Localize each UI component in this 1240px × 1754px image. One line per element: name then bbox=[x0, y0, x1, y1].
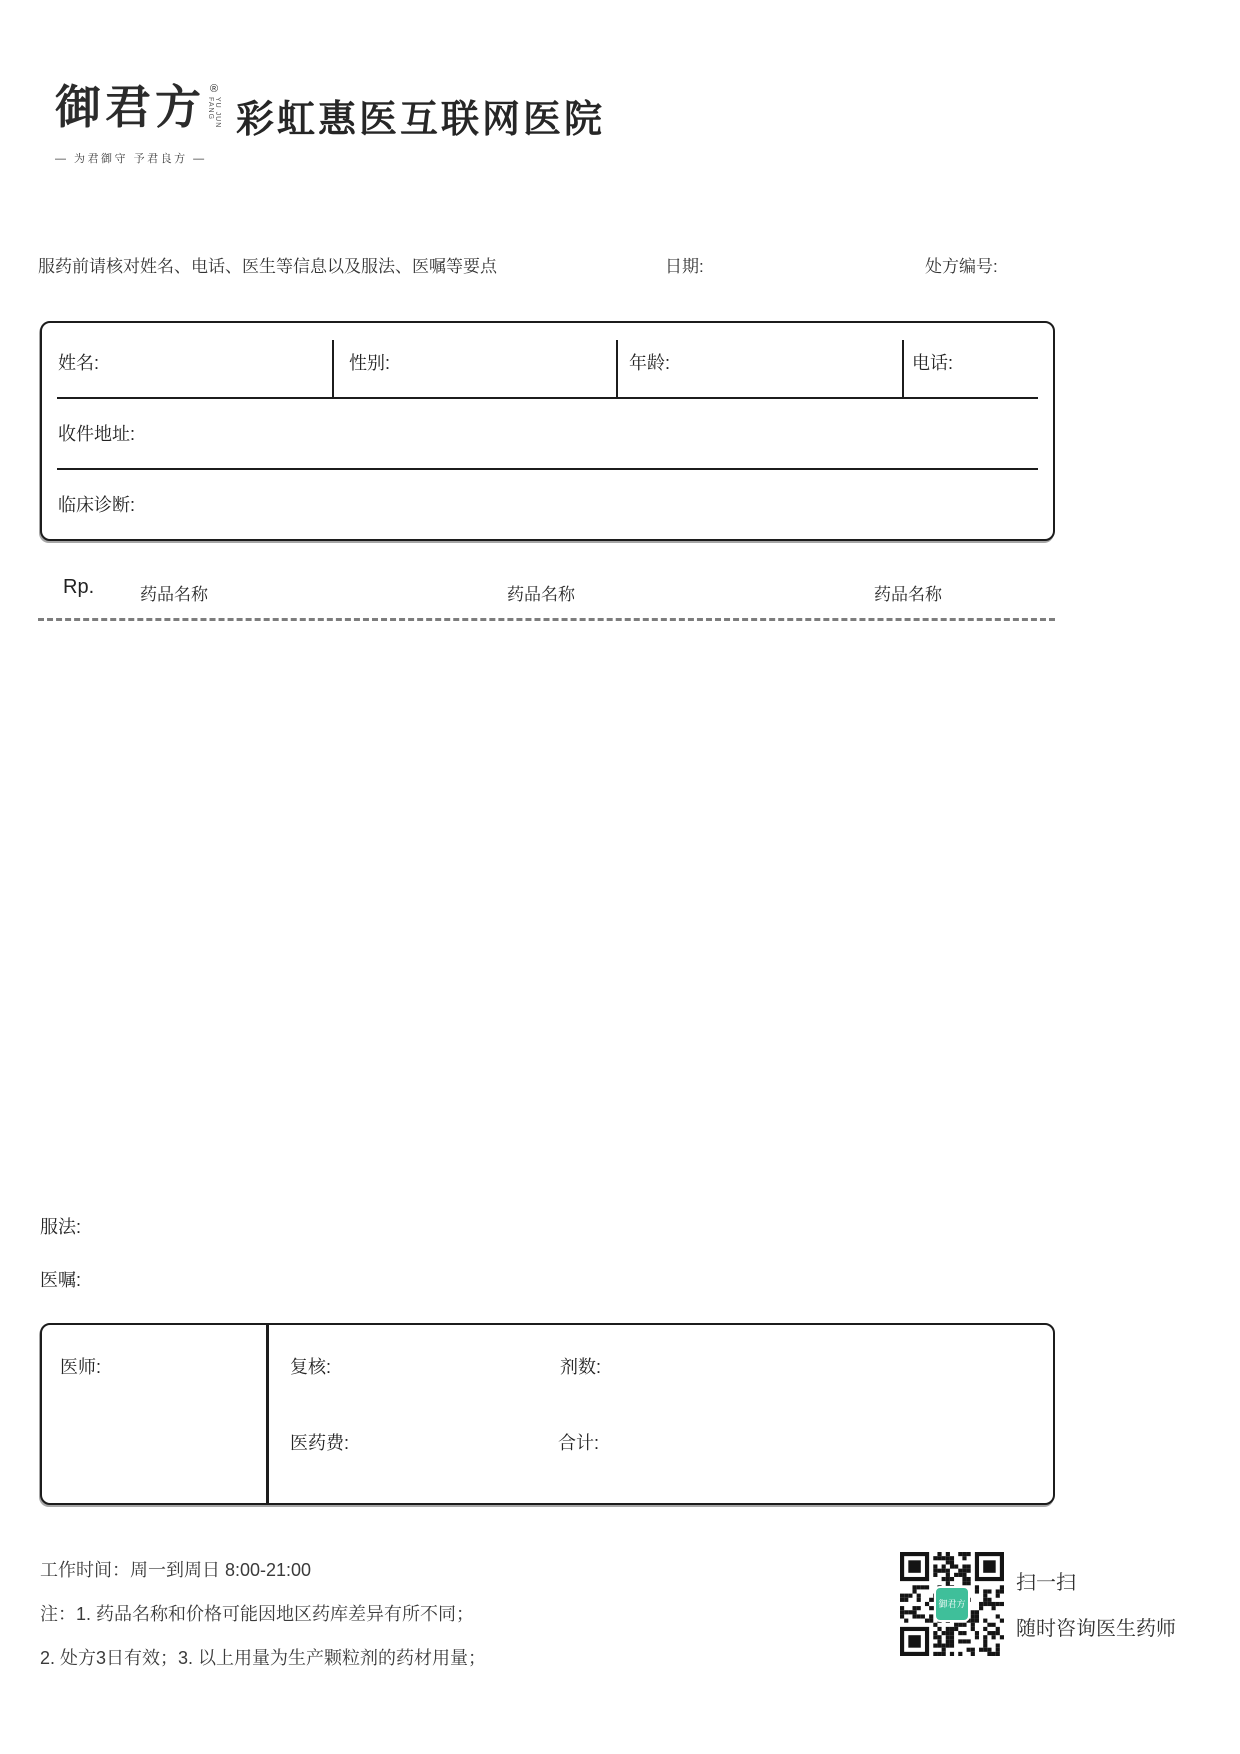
footer-note-line2: 2. 处方3日有效；3. 以上用量为生产颗粒剂的药材用量； bbox=[40, 1648, 487, 1668]
verification-notice: 服药前请核对姓名、电话、医生等信息以及服法、医嘱等要点 bbox=[38, 257, 497, 276]
signature-fee-box bbox=[40, 1323, 1055, 1505]
column-divider bbox=[332, 340, 334, 397]
drug-name-column-header: 药品名称 bbox=[874, 585, 942, 604]
patient-name-label: 姓名: bbox=[58, 353, 100, 373]
hospital-name-title: 彩虹惠医互联网医院 bbox=[236, 99, 606, 141]
footer-note-line1: 注：1. 药品名称和价格可能因地区药库差异有所不同； bbox=[40, 1604, 475, 1624]
column-divider bbox=[616, 340, 618, 397]
medicine-fee-label: 医药费: bbox=[290, 1433, 350, 1453]
row-divider bbox=[57, 468, 1038, 470]
drug-name-column-header: 药品名称 bbox=[507, 585, 575, 604]
qr-scan-label: 扫一扫 bbox=[1016, 1572, 1076, 1594]
patient-age-label: 年龄: bbox=[629, 353, 671, 373]
column-divider bbox=[266, 1325, 269, 1503]
shipping-address-label: 收件地址: bbox=[58, 424, 136, 444]
doctor-advice-label: 医嘱: bbox=[40, 1270, 82, 1290]
patient-info-box bbox=[40, 321, 1055, 541]
date-label: 日期: bbox=[665, 257, 704, 276]
prescription-number-label: 处方编号: bbox=[925, 257, 998, 276]
clinical-diagnosis-label: 临床诊断: bbox=[58, 495, 136, 515]
rp-label: Rp. bbox=[63, 576, 95, 598]
qr-description-label: 随时咨询医生药师 bbox=[1016, 1618, 1176, 1640]
drug-name-column-header: 药品名称 bbox=[140, 585, 208, 604]
brand-logo-pinyin: YU JUN FANG bbox=[207, 97, 221, 129]
total-label: 合计: bbox=[558, 1433, 600, 1453]
doctor-label: 医师: bbox=[60, 1357, 102, 1377]
row-divider bbox=[57, 397, 1038, 399]
brand-logo bbox=[55, 80, 221, 166]
dashed-separator bbox=[38, 618, 1055, 621]
patient-gender-label: 性别: bbox=[349, 353, 391, 373]
brand-tagline: — 为君御守 予君良方 — bbox=[55, 153, 207, 165]
registered-trademark-icon: ® bbox=[209, 83, 219, 95]
usage-method-label: 服法: bbox=[40, 1217, 82, 1237]
brand-logo-text: 御君方 bbox=[55, 80, 205, 134]
doses-count-label: 剂数: bbox=[560, 1357, 602, 1377]
work-hours-text: 工作时间：周一到周日 8:00-21:00 bbox=[40, 1560, 312, 1580]
qr-code bbox=[900, 1552, 1004, 1656]
patient-phone-label: 电话: bbox=[912, 353, 954, 373]
review-label: 复核: bbox=[290, 1357, 332, 1377]
column-divider bbox=[902, 340, 904, 397]
qr-center-logo: 御君方 bbox=[934, 1586, 970, 1622]
